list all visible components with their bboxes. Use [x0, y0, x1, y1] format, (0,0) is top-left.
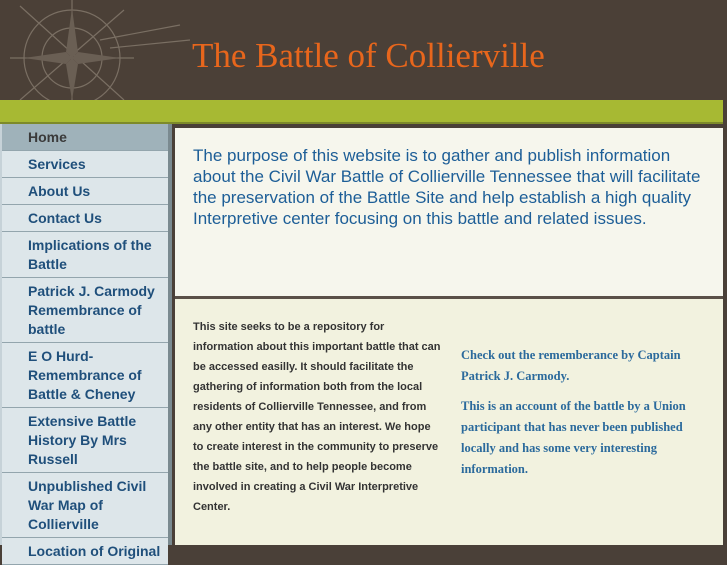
main-content: [175, 128, 723, 545]
nav-item-services[interactable]: Services: [2, 151, 168, 178]
carmody-description: This is an account of the battle by a Union participant that has never been published locally and has some very interesting information.: [461, 399, 686, 476]
nav-item-russell[interactable]: Extensive Battle History By Mrs Russell: [2, 408, 168, 473]
sidebar-shadow: [168, 124, 172, 545]
lower-section: [175, 299, 723, 545]
sidebar-nav: [2, 124, 168, 565]
site-header: [0, 0, 727, 100]
description-text: This site seeks to be a repository for information about this important battle that can be accessed easilly. It should facilitate the gathering of information both from the local residents of Collierville Tennessee, and from any other entity that has an interest. We hope to create interest in the community to preserve the battle site, and to help people become involved in creating a Civil War Interpretive Center.: [193, 321, 441, 513]
nav-item-map[interactable]: Unpublished Civil War Map of Collierville: [2, 473, 168, 538]
nav-item-implications[interactable]: Implications of the Battle: [2, 232, 168, 278]
nav-item-contact-us[interactable]: Contact Us: [2, 205, 168, 232]
nav-item-hurd[interactable]: E O Hurd- Remembrance of Battle & Cheney: [2, 343, 168, 408]
nav-item-location[interactable]: Location of Original: [2, 538, 168, 565]
carmody-link[interactable]: Check out the rememberance by Captain Patrick J. Carmody.: [461, 348, 681, 383]
accent-bar: [0, 100, 723, 122]
site-title: The Battle of Collierville: [192, 36, 545, 75]
carmody-callout: [461, 345, 711, 489]
nav-item-home[interactable]: Home: [2, 124, 168, 151]
intro-text: The purpose of this website is to gather and publish information about the Civil War Battle of Collierville Tennessee that will facilitate the preservation of the Battle Site and help establish a high quality Interpretive center focusing on this battle and related issues.: [193, 146, 701, 228]
compass-rose-icon: [0, 0, 200, 100]
nav-item-carmody[interactable]: Patrick J. Carmody Remembrance of battle: [2, 278, 168, 343]
nav-item-about-us[interactable]: About Us: [2, 178, 168, 205]
